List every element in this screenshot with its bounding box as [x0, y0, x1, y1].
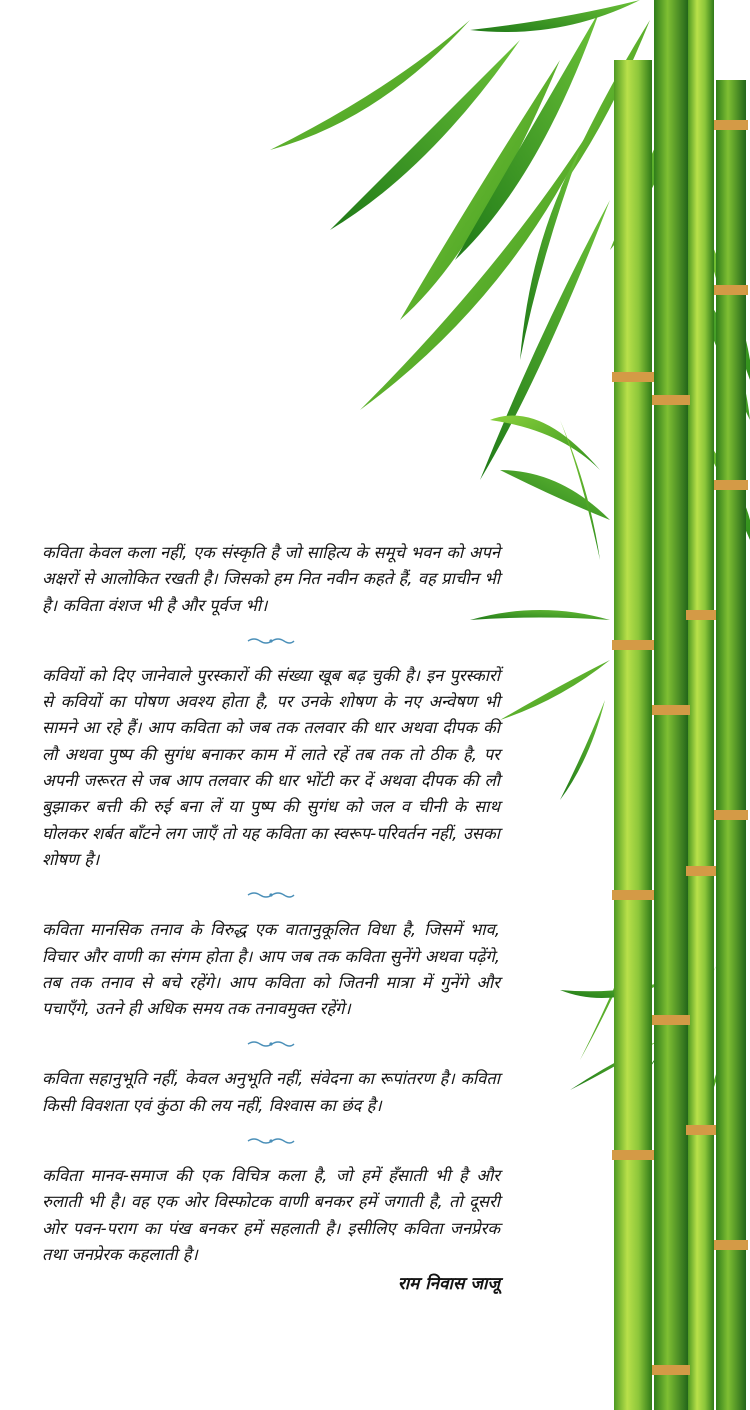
- paragraph-2: कवियों को दिए जानेवाले पुरस्कारों की संख्या खूब बढ़ चुकी है। इन पुरस्कारों से कवियों का पोषण अवश्य होता है, पर उनके शोषण के नए अन्वेषण भी सामने आ रहे हैं। आप कविता को जब तक तलवार की धार अथवा दीपक की लौ अथवा पुष्प की सुगंध बनाकर काम में लाते रहें तब तक तो ठीक है, पर अपनी जरूरत से जब आप तलवार की धार भोंटी कर दें अथवा दीपक की लौ बुझाकर बत्ती की रुई बना लें या पुष्प की सुगंध को जल व चीनी के साथ घोलकर शर्बत बाँटने लग जाएँ तो यह कविता का स्वरूप-परिवर्तन नहीं, उसका शोषण है।: [42, 665, 500, 869]
- ornament-icon: [246, 891, 296, 899]
- ornament-divider: [42, 1022, 500, 1066]
- ornament-icon: [246, 1040, 296, 1048]
- ornament-divider: [42, 873, 500, 917]
- ornament-icon: [246, 1137, 296, 1145]
- paragraph-5: कविता मानव-समाज की एक विचित्र कला है, जो हमें हँसाती भी है और रुलाती भी है। वह एक ओर विस्फोटक वाणी बनकर हमें जगाती है, तो दूसरी ओर पवन-पराग का पंख बनकर हमें सहलाती है। इसीलिए कविता जनप्रेरक तथा जनप्रेरक कहलाती है।: [42, 1166, 500, 1264]
- paragraph-3: कविता मानसिक तनाव के विरुद्ध एक वातानुकूलित विधा है, जिसमें भाव, विचार और वाणी का संगम होता है। आप जब तक कविता सुनेंगे अथवा पढ़ेंगे, तब तक तनाव से बचे रहेंगे। आप कविता को जितनी मात्रा में गुनेंगे और पचाएँगे, उतने ही अधिक समय तक तनावमुक्त रहेंगे।: [42, 920, 500, 1019]
- ornament-divider: [42, 1119, 500, 1163]
- ornament-divider: [42, 619, 500, 663]
- author-signature: राम निवास जाजू: [397, 1274, 500, 1295]
- paragraph-4: कविता सहानुभूति नहीं, केवल अनुभूति नहीं, संवेदना का रूपांतरण है। कविता किसी विवशता एवं कुंठा की लय नहीं, विश्वास का छंद है।: [42, 1069, 500, 1115]
- article-body: [42, 540, 500, 1296]
- ornament-icon: [246, 637, 296, 645]
- paragraph-1: कविता केवल कला नहीं, एक संस्कृति है जो साहित्य के समूचे भवन को अपने अक्षरों से आलोकित रखती है। जिसको हम नित नवीन कहते हैं, वह प्राचीन भी है। कविता वंशज भी है और पूर्वज भी।: [42, 543, 500, 615]
